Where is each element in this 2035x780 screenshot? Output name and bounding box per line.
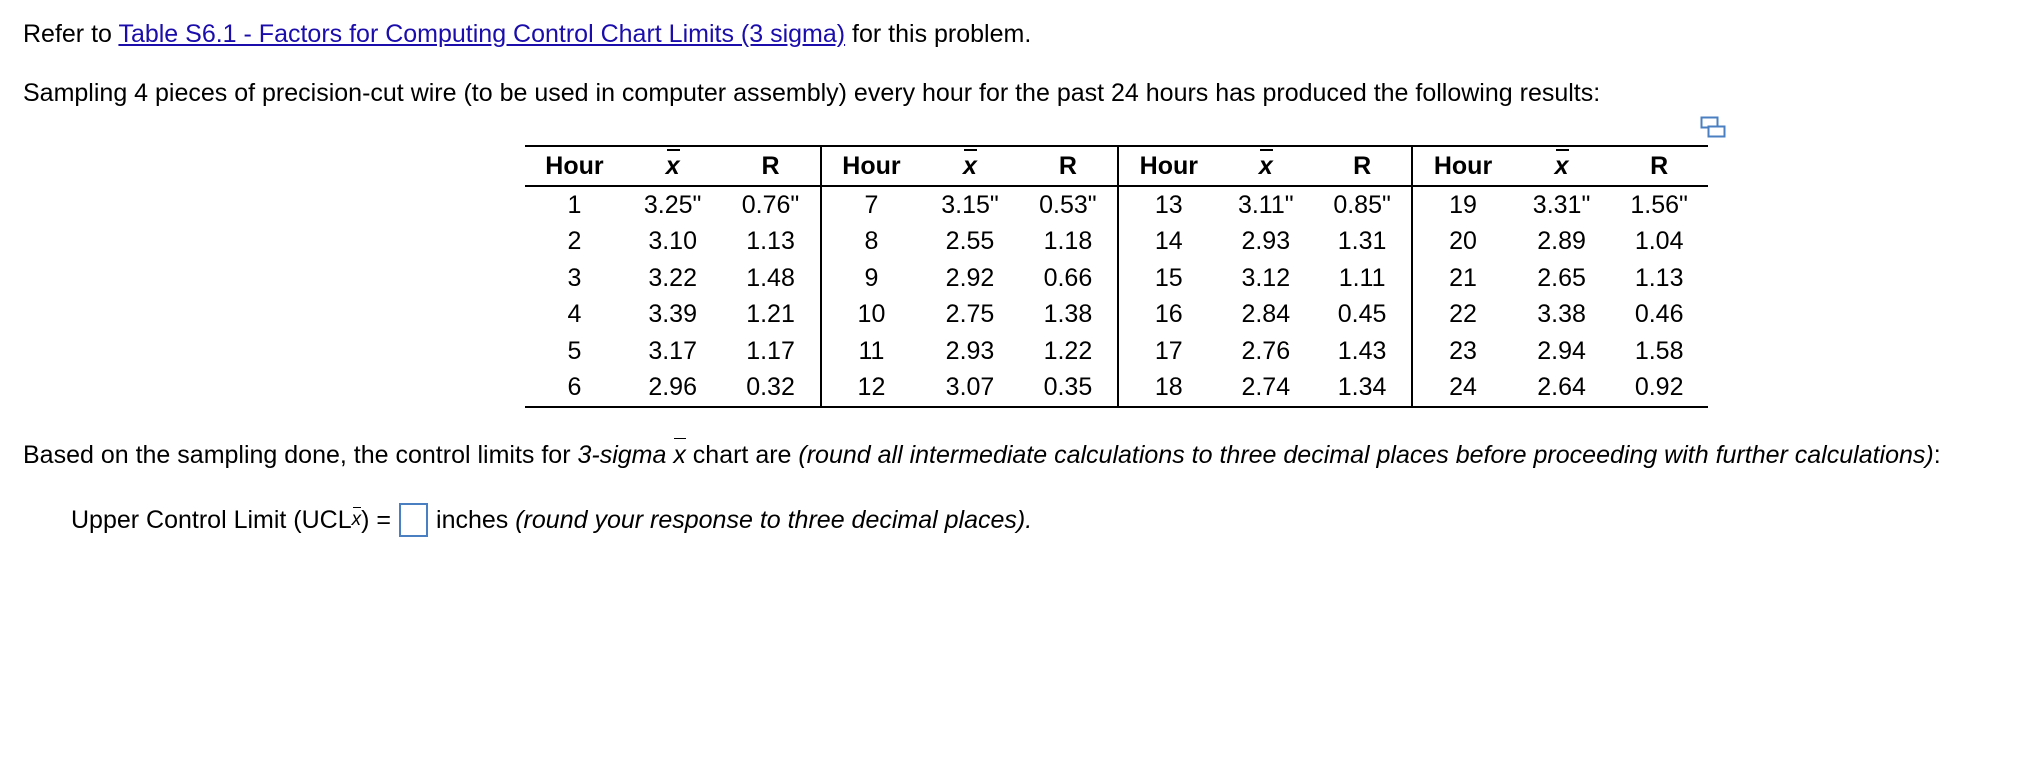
header-hour: Hour [821, 146, 922, 186]
hour-cell: 10 [857, 300, 886, 329]
hour-cell: 24 [1449, 373, 1477, 402]
question-part2: chart are [685, 441, 799, 469]
hour-cell: 11 [858, 336, 885, 365]
r-cell: 1.43 [1313, 333, 1412, 370]
r-cell: 0.45 [1313, 297, 1412, 334]
r-cell: 1.56" [1630, 190, 1688, 219]
r-cell: 1.13 [721, 224, 820, 261]
intro-prefix: Refer to [23, 20, 119, 48]
table-row [525, 370, 1708, 408]
xbar-cell: 2.65 [1537, 263, 1586, 292]
xbar-cell: 3.10 [648, 227, 697, 256]
xbar-symbol: x [963, 151, 977, 180]
r-cell: 1.48 [721, 260, 820, 297]
header-xbar [1513, 146, 1611, 186]
r-cell: 0.66 [1019, 260, 1118, 297]
xbar-cell: 3.12 [1241, 263, 1291, 292]
hour-cell: 1 [567, 190, 582, 219]
xbar-cell: 3.15" [941, 190, 999, 219]
r-cell: 0.32 [721, 370, 820, 408]
hour-cell: 4 [567, 300, 582, 329]
r-cell: 1.13 [1634, 263, 1684, 292]
ucl-answer-line [71, 503, 1032, 537]
table-header-row [525, 146, 1708, 186]
hour-cell: 15 [1154, 263, 1183, 292]
question-xbar: x [673, 441, 686, 469]
header-xbar [921, 146, 1019, 186]
header-r: R [1313, 146, 1412, 186]
r-cell: 0.92 [1634, 373, 1684, 402]
sampling-results-table [525, 145, 1708, 408]
xbar-cell: 2.93 [945, 336, 995, 365]
xbar-cell: 2.75 [945, 300, 995, 329]
xbar-symbol: x [665, 151, 680, 180]
question-sigma: 3-sigma [577, 441, 667, 469]
table-body [525, 186, 1708, 407]
xbar-cell: 2.84 [1241, 300, 1291, 329]
intro-suffix: for this problem. [845, 20, 1032, 48]
hour-cell: 12 [857, 373, 886, 402]
header-r: R [1610, 146, 1708, 186]
xbar-cell: 2.55 [945, 227, 995, 256]
header-r: R [721, 146, 820, 186]
r-cell: 1.31 [1313, 224, 1412, 261]
hour-cell: 8 [864, 227, 879, 256]
r-cell: 0.53" [1019, 186, 1118, 224]
r-cell: 1.18 [1019, 224, 1118, 261]
hour-cell: 16 [1154, 300, 1183, 329]
ucl-label: Upper Control Limit (UCL [71, 505, 352, 534]
hour-cell: 22 [1449, 300, 1477, 329]
hour-cell: 7 [864, 190, 879, 219]
xbar-cell: 3.17 [648, 336, 697, 365]
r-cell: 0.46 [1634, 300, 1684, 329]
xbar-cell: 3.25" [643, 190, 702, 219]
r-cell: 1.21 [721, 297, 820, 334]
hour-cell: 19 [1449, 190, 1477, 219]
r-cell: 1.11 [1313, 260, 1412, 297]
r-cell: 1.04 [1634, 227, 1684, 256]
xbar-cell: 3.39 [648, 300, 697, 329]
r-cell: 1.17 [721, 333, 820, 370]
table-row [525, 224, 1708, 261]
question-text [23, 441, 1941, 470]
problem-statement: Sampling 4 pieces of precision-cut wire (to be used in computer assembly) every hour for the past 24 hours has produced the following results: [23, 79, 1601, 107]
question-instruction: (round all intermediate calculations to three decimal places before proceeding with further calculations) [798, 441, 1934, 469]
copy-table-icon[interactable] [1700, 116, 1726, 140]
header-hour: Hour [1412, 146, 1513, 186]
xbar-cell: 2.74 [1241, 373, 1291, 402]
xbar-cell: 3.38 [1537, 300, 1586, 329]
xbar-symbol: x [1554, 151, 1569, 180]
xbar-cell: 2.76 [1241, 336, 1291, 365]
r-cell: 0.35 [1019, 370, 1118, 408]
r-cell: 1.38 [1019, 297, 1118, 334]
hour-cell: 14 [1154, 227, 1183, 256]
hour-cell: 20 [1449, 227, 1477, 256]
xbar-cell: 3.07 [945, 373, 995, 402]
ucl-unit: inches [436, 505, 509, 534]
hour-cell: 3 [567, 263, 582, 292]
question-colon: : [1933, 441, 1941, 469]
table-row [525, 333, 1708, 370]
table-row [525, 297, 1708, 334]
xbar-cell: 2.92 [945, 263, 995, 292]
header-xbar [624, 146, 722, 186]
xbar-cell: 2.64 [1537, 373, 1586, 402]
ucl-hint: (round your response to three decimal places). [515, 505, 1033, 534]
hour-cell: 18 [1154, 373, 1183, 402]
header-hour: Hour [1118, 146, 1219, 186]
hour-cell: 9 [864, 263, 879, 292]
hour-cell: 6 [567, 373, 582, 402]
xbar-cell: 2.89 [1537, 227, 1586, 256]
table-row [525, 186, 1708, 224]
hour-cell: 5 [567, 336, 582, 365]
xbar-cell: 2.96 [648, 373, 697, 402]
xbar-cell: 3.11" [1237, 190, 1294, 219]
ucl-answer-input[interactable] [399, 503, 428, 537]
r-cell: 0.85" [1313, 186, 1412, 224]
xbar-cell: 2.93 [1241, 227, 1291, 256]
table-row [525, 260, 1708, 297]
xbar-cell: 2.94 [1537, 336, 1586, 365]
hour-cell: 13 [1154, 190, 1183, 219]
r-cell: 1.58 [1634, 336, 1684, 365]
intro-line [23, 20, 1031, 49]
r-cell: 0.76" [721, 186, 820, 224]
header-hour: Hour [525, 146, 624, 186]
hour-cell: 23 [1449, 336, 1477, 365]
r-cell: 1.22 [1019, 333, 1118, 370]
xbar-cell: 3.31" [1532, 190, 1591, 219]
question-part1: Based on the sampling done, the control limits for [23, 441, 578, 469]
ucl-subscript-xbar: x [351, 509, 362, 530]
hour-cell: 2 [567, 227, 582, 256]
xbar-cell: 3.22 [648, 263, 697, 292]
table-s6-1-link[interactable]: Table S6.1 - Factors for Computing Control Chart Limits (3 sigma) [118, 20, 846, 48]
header-r: R [1019, 146, 1118, 186]
header-xbar [1219, 146, 1313, 186]
ucl-label-close: ) = [361, 505, 392, 534]
xbar-symbol: x [1258, 151, 1273, 180]
hour-cell: 17 [1154, 336, 1183, 365]
hour-cell: 21 [1449, 263, 1477, 292]
r-cell: 1.34 [1313, 370, 1412, 408]
